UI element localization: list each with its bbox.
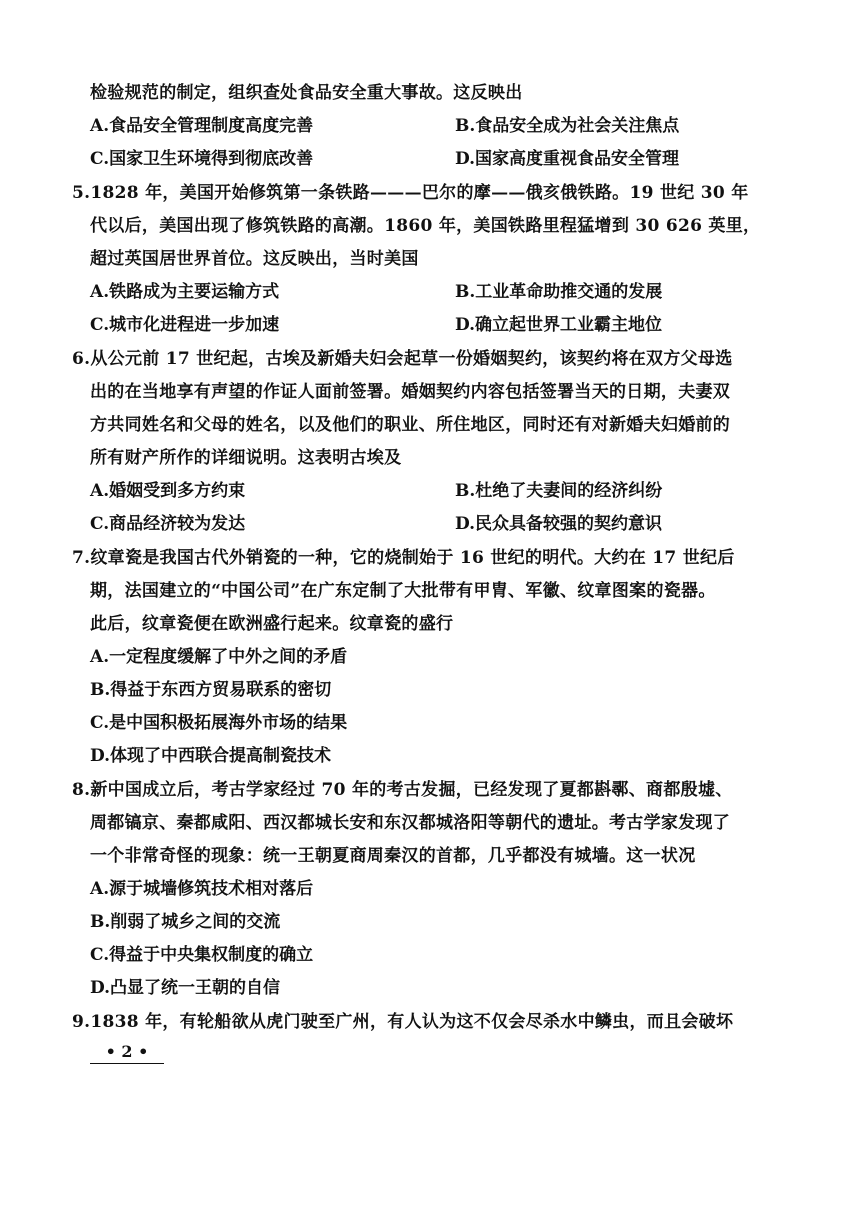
- q8-stem-line-1: 8.新中国成立后，考古学家经过 70 年的考古发掘，已经发现了夏都斟鄩、商都殷墟、: [72, 780, 733, 800]
- q4-option-c: C.国家卫生环境得到彻底改善: [90, 149, 314, 169]
- q5-option-c: C.城市化进程进一步加速: [90, 315, 280, 335]
- q5-stem-line-2: 代以后，美国出现了修筑铁路的高潮。1860 年，美国铁路里程猛增到 30 626 英里，: [90, 216, 761, 236]
- q6-stem-line-1: 6.从公元前 17 世纪起，古埃及新婚夫妇会起草一份婚姻契约，该契约将在双方父母选: [72, 349, 733, 369]
- q6-stem-line-4: 所有财产所作的详细说明。这表明古埃及: [90, 448, 402, 468]
- q6-option-a: A.婚姻受到多方约束: [90, 481, 246, 501]
- q5-stem-line-1: 5.1828 年，美国开始修筑第一条铁路———巴尔的摩——俄亥俄铁路。19 世纪 30 年: [72, 183, 749, 203]
- q6-option-c: C.商品经济较为发达: [90, 514, 246, 534]
- q7-stem-line-2: 期，法国建立的“中国公司”在广东定制了大批带有甲胄、军徽、纹章图案的瓷器。: [90, 581, 716, 601]
- q8-option-b: B.削弱了城乡之间的交流: [90, 912, 281, 932]
- q7-option-c: C.是中国积极拓展海外市场的结果: [90, 713, 348, 733]
- q6-option-d: D.民众具备较强的契约意识: [455, 514, 663, 534]
- page-number: • 2 •: [90, 1042, 164, 1064]
- q7-stem-line-3: 此后，纹章瓷便在欧洲盛行起来。纹章瓷的盛行: [90, 614, 454, 634]
- q8-stem-line-2: 周都镐京、秦都咸阳、西汉都城长安和东汉都城洛阳等朝代的遗址。考古学家发现了: [90, 813, 731, 833]
- q4-stem-tail: 检验规范的制定，组织查处食品安全重大事故。这反映出: [90, 83, 523, 103]
- q8-option-c: C.得益于中央集权制度的确立: [90, 945, 314, 965]
- q4-option-a: A.食品安全管理制度高度完善: [90, 116, 314, 136]
- q4-option-d: D.国家高度重视食品安全管理: [455, 149, 680, 169]
- q6-option-b: B.杜绝了夫妻间的经济纠纷: [455, 481, 663, 501]
- q9-stem-line-1: 9.1838 年，有轮船欲从虎门驶至广州，有人认为这不仅会尽杀水中鳞虫，而且会破坏: [72, 1012, 734, 1032]
- q5-option-d: D.确立起世界工业霸主地位: [455, 315, 663, 335]
- q5-option-a: A.铁路成为主要运输方式: [90, 282, 280, 302]
- q7-stem-line-1: 7.纹章瓷是我国古代外销瓷的一种，它的烧制始于 16 世纪的明代。大约在 17 世纪后: [72, 548, 735, 568]
- q6-stem-line-3: 方共同姓名和父母的姓名，以及他们的职业、所住地区，同时还有对新婚夫妇婚前的: [90, 415, 731, 435]
- q7-option-d: D.体现了中西联合提高制瓷技术: [90, 746, 332, 766]
- q5-option-b: B.工业革命助推交通的发展: [455, 282, 663, 302]
- q4-option-b: B.食品安全成为社会关注焦点: [455, 116, 680, 136]
- q6-stem-line-2: 出的在当地享有声望的作证人面前签署。婚姻契约内容包括签署当天的日期，夫妻双: [90, 382, 731, 402]
- q8-stem-line-3: 一个非常奇怪的现象：统一王朝夏商周秦汉的首都，几乎都没有城墙。这一状况: [90, 846, 696, 866]
- q8-option-d: D.凸显了统一王朝的自信: [90, 978, 281, 998]
- q7-option-b: B.得益于东西方贸易联系的密切: [90, 680, 332, 700]
- q8-option-a: A.源于城墙修筑技术相对落后: [90, 879, 314, 899]
- q7-option-a: A.一定程度缓解了中外之间的矛盾: [90, 647, 348, 667]
- q5-stem-line-3: 超过英国居世界首位。这反映出，当时美国: [90, 249, 419, 269]
